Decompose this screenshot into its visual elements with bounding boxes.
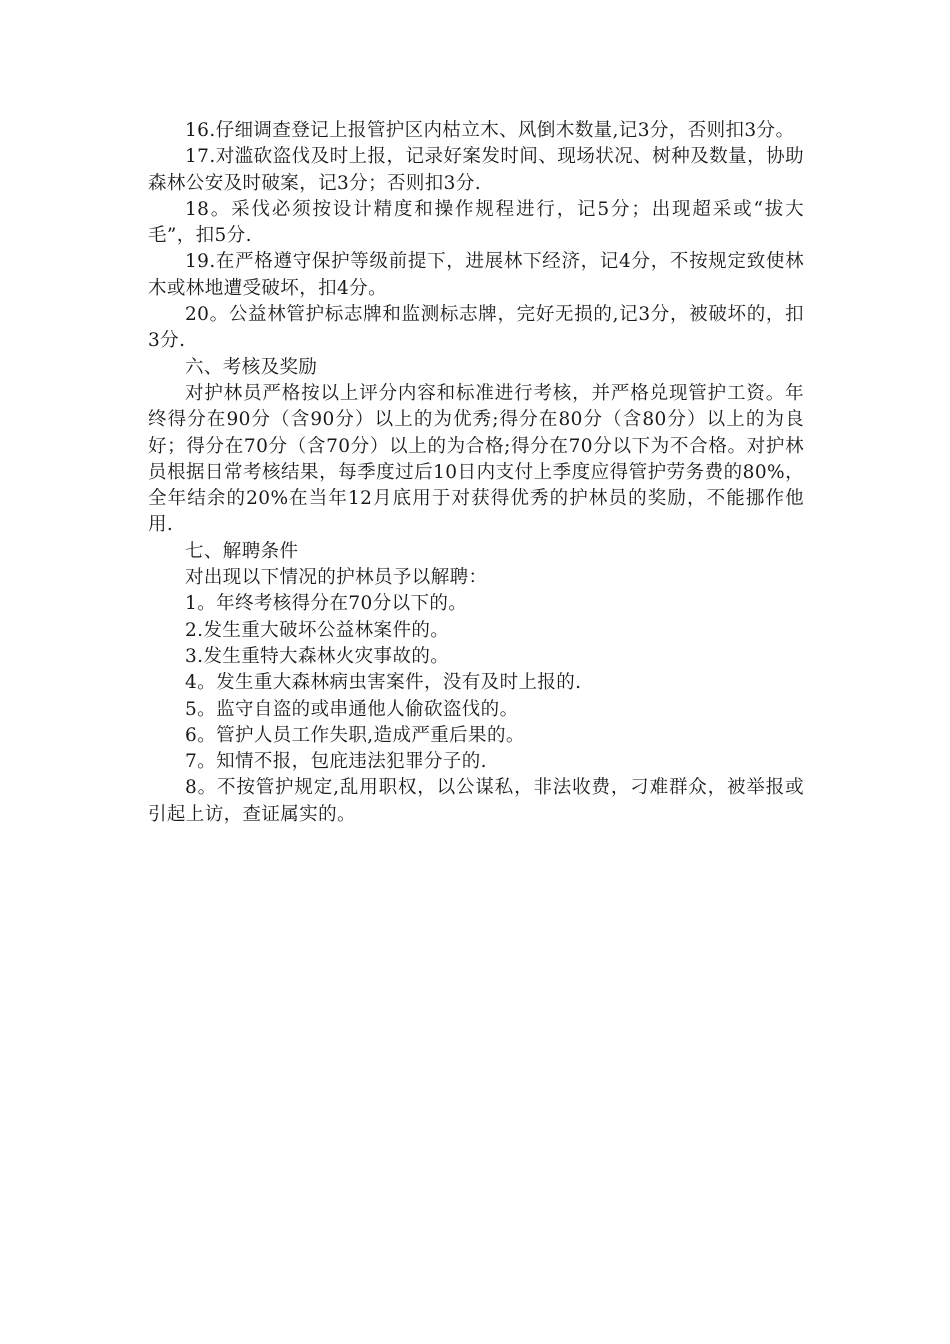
- section-heading-dismissal: 七、解聘条件: [185, 540, 299, 562]
- dismissal-item-1: 1。年终考核得分在70分以下的。: [185, 593, 468, 615]
- clause-20: 20。公益林管护标志牌和监测标志牌，完好无损的,记3分，被破坏的，扣3分.: [148, 304, 804, 352]
- dismissal-item-5: 5。监守自盗的或串通他人偷砍盗伐的。: [185, 698, 519, 720]
- clause-17: 17.对滥砍盗伐及时上报，记录好案发时间、现场状况、树种及数量，协助森林公安及时破案，记3分；否则扣3分.: [148, 146, 804, 194]
- dismissal-item-2: 2.发生重大破坏公益林案件的。: [185, 619, 450, 641]
- clause-18: 18。采伐必须按设计精度和操作规程进行，记5分；出现超采或“拔大毛”，扣5分.: [148, 198, 804, 247]
- dismissal-item-8: 8。不按管护规定,乱用职权，以公谋私，非法收费，刁难群众，被举报或引起上访，查证属实的。: [148, 777, 804, 825]
- document-body: [148, 118, 804, 828]
- clause-19: 19.在严格遵守保护等级前提下，进展林下经济，记4分，不按规定致使林木或林地遭受破坏，扣4分。: [148, 251, 804, 299]
- dismissal-item-6: 6。管护人员工作失职,造成严重后果的。: [185, 724, 525, 746]
- dismissal-item-7: 7。知情不报，包庇违法犯罪分子的.: [185, 751, 487, 773]
- assessment-paragraph: 对护林员严格按以上评分内容和标准进行考核，并严格兑现管护工资。年终得分在90分（含90分）以上的为优秀;得分在80分（含80分）以上的为良好；得分在70分（含70分）以上的为合格;得分在70分以下为不合格。对护林员根据日常考核结果，每季度过后10日内支付上季度应得管护劳务费的80%，全年结余的20%在当年12月底用于对获得优秀的护林员的奖励，不能挪作他用.: [148, 382, 804, 536]
- section-heading-assessment: 六、考核及奖励: [185, 356, 318, 378]
- dismissal-item-3: 3.发生重特大森林火灾事故的。: [185, 645, 450, 667]
- dismissal-item-4: 4。发生重大森林病虫害案件，没有及时上报的.: [185, 672, 582, 694]
- dismissal-intro: 对出现以下情况的护林员予以解聘：: [185, 567, 488, 589]
- clause-16: 16.仔细调查登记上报管护区内枯立木、风倒木数量,记3分，否则扣3分。: [185, 120, 795, 141]
